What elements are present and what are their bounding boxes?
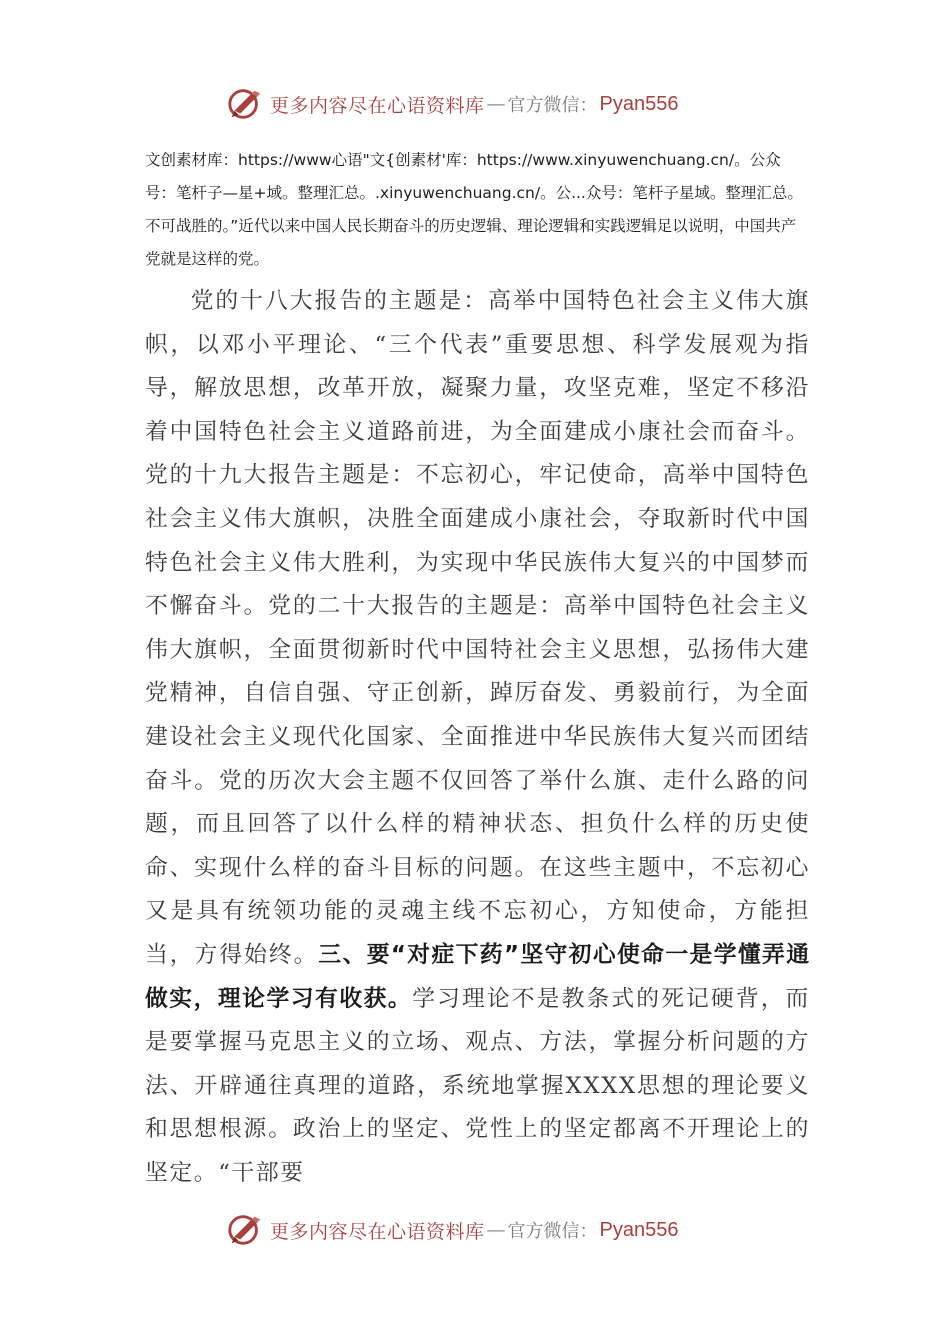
banner-separator: — bbox=[486, 1219, 506, 1241]
banner-slogan: 更多内容尽在心语资料库 bbox=[270, 94, 485, 117]
banner-wechat-label: 官方微信： bbox=[507, 95, 598, 116]
intro-paragraph: 文创素材库：https://www心语"文{创素材'库：https://www.xinyuwenchuang.cn/。公众号：笔杆子—星+域。整理汇总。.xinyuwenchuang.cn/。公...众号：笔杆子星域。整理汇总。不可战胜的。”近代以来中国人民长期奋斗的历史逻辑、理论逻辑和实践逻辑足以说明，中国共产党就是这样的党。 bbox=[145, 151, 803, 268]
header-banner bbox=[226, 82, 746, 126]
pen-logo-icon bbox=[226, 85, 264, 123]
body-text-part-2: 学习理论不是教条式的死记硬背，而是要掌握马克思主义的立场、观点、方法，掌握分析问题的方法、开辟通往真理的道路，系统地掌握XXXX思想的理论要义和思想根源。政治上的坚定、党性上的坚定都离不开理论上的坚定。“干部要 bbox=[145, 985, 810, 1186]
banner-wechat-label: 官方微信： bbox=[507, 1221, 598, 1242]
main-paragraph bbox=[145, 280, 810, 1195]
banner-slogan: 更多内容尽在心语资料库 bbox=[270, 1220, 485, 1243]
banner-wechat-id: Pyan556 bbox=[599, 1218, 679, 1241]
banner-separator: — bbox=[486, 93, 506, 115]
pen-logo-icon bbox=[226, 1211, 264, 1249]
section-heading: 三、要“对症下药”坚守初心使命一是学懂弄通做实，理论学习有收获。 bbox=[145, 941, 811, 1012]
body-text-part-1: 党的十八大报告的主题是：高举中国特色社会主义伟大旗帜，以邓小平理论、“三个代表”重要思想、科学发展观为指导，解放思想，改革开放，凝聚力量，攻坚克难，坚定不移沿着中国特色社会主义道路前进，为全面建成小康社会而奋斗。党的十九大报告主题是：不忘初心，牢记使命，高举中国特色社会主义伟大旗帜，决胜全面建成小康社会，夺取新时代中国特色社会主义伟大胜利，为实现中华民族伟大复兴的中国梦而不懈奋斗。党的二十大报告的主题是：高举中国特色社会主义伟大旗帜，全面贯彻新时代中国特社会主义思想，弘扬伟大建党精神，自信自强、守正创新，踔厉奋发、勇毅前行，为全面建设社会主义现代化国家、全面推进中华民族伟大复兴而团结奋斗。党的历次大会主题不仅回答了举什么旗、走什么路的问题，而且回答了以什么样的精神状态、担负什么样的历史使命、实现什么样的奋斗目标的问题。在这些主题中，不忘初心又是具有统领功能的灵魂主线不忘初心，方知使命，方能担当，方得始终。 bbox=[145, 288, 810, 968]
footer-banner bbox=[226, 1208, 746, 1252]
banner-wechat-id: Pyan556 bbox=[599, 92, 679, 115]
